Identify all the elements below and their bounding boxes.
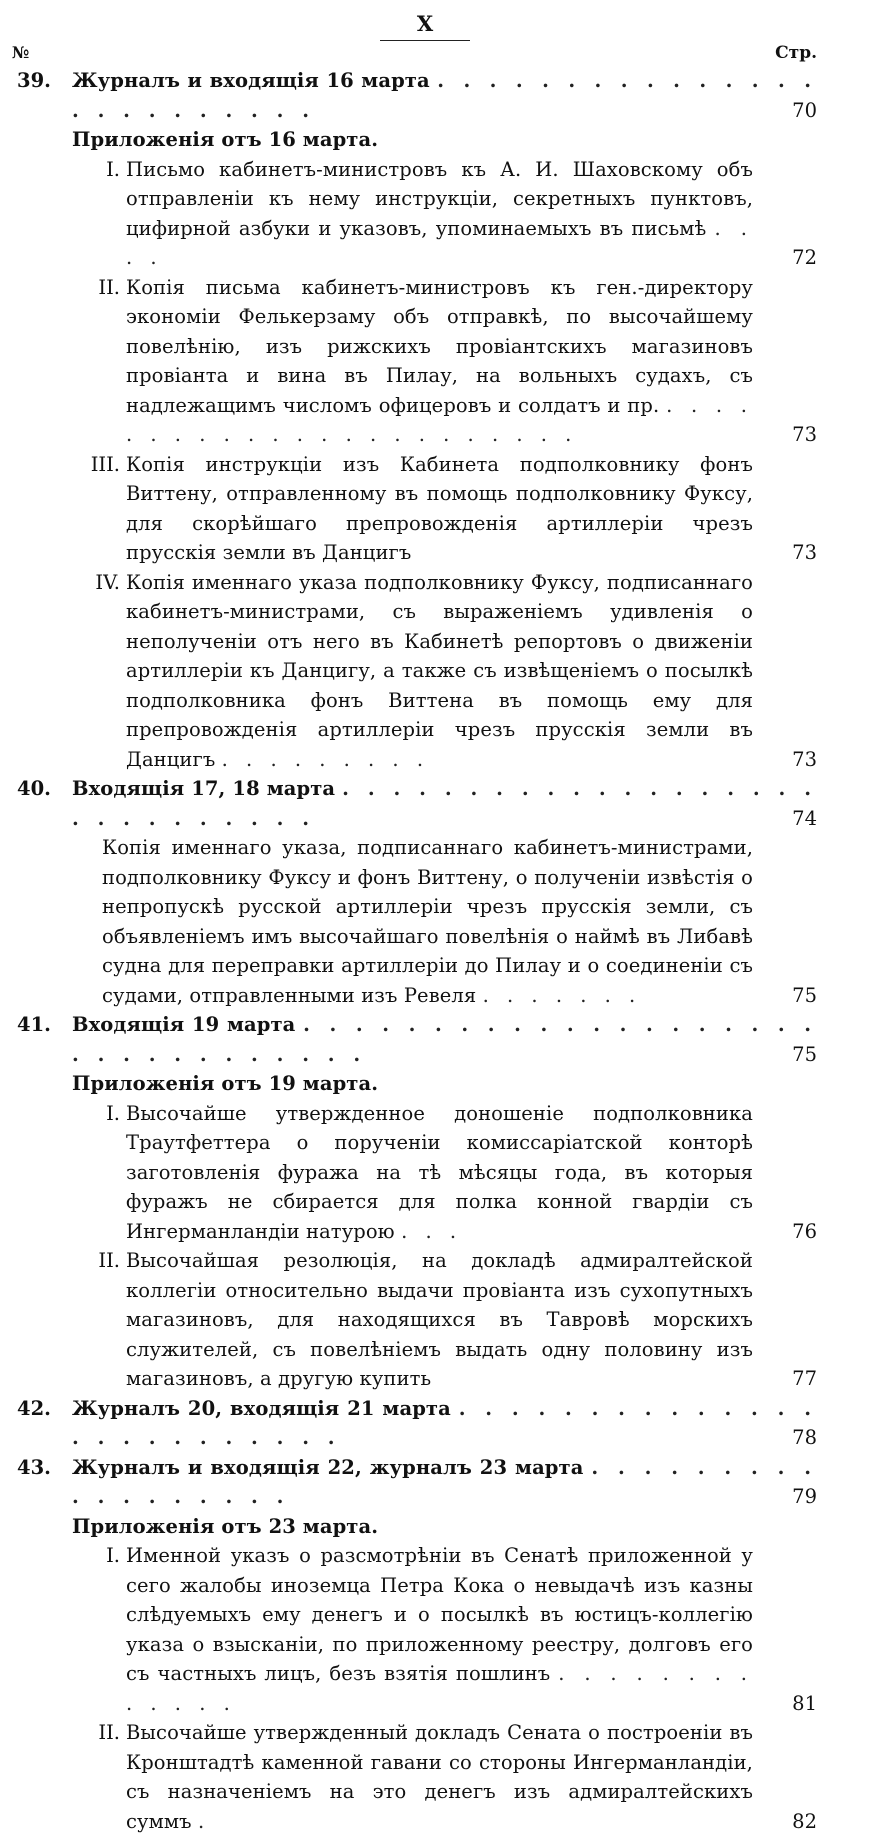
table-of-contents	[0, 66, 883, 1836]
entry-page: 78	[771, 1423, 817, 1453]
toc-entry-41	[0, 1010, 883, 1069]
toc-entry-43	[0, 1453, 883, 1512]
subentry-text: Копія письма кабинетъ-министровъ къ ген.-директору экономіи Фелькерзаму объ отправкѣ, по высочайшему повелѣнію, изъ рижскихъ провіантскихъ магазиновъ провіанта и вина въ Пилау, на вольныхъ судахъ, съ надлежащимъ числомъ офицеровъ и солдатъ и пр.	[126, 276, 753, 417]
toc-subentry	[0, 1246, 883, 1394]
entry-title: Журналъ 20, входящія 21 марта	[72, 1397, 451, 1420]
toc-subentry	[0, 1718, 883, 1836]
entry-number: 42.	[17, 1394, 67, 1424]
header-rule	[380, 40, 470, 41]
leader-dots: . . . . . . .	[483, 984, 642, 1007]
roman-numeral: II.	[64, 1718, 120, 1748]
entry-page: 73	[771, 745, 817, 775]
leader-dots: . . . . . . . . . . . . . . . . . . . . . . . . .	[72, 1397, 817, 1450]
roman-numeral: I.	[64, 1099, 120, 1129]
subentry-text: Высочайше утвержденный докладъ Сената о построеніи въ Кронштадтѣ каменной гавани со стороны Ингерманландіи, съ назначеніемъ на это денегъ изъ адмиралтейскихъ суммъ	[126, 1721, 753, 1833]
roman-numeral: II.	[64, 273, 120, 303]
column-header-page: Стр.	[775, 40, 817, 66]
entry-page: 77	[771, 1364, 817, 1394]
entry-page: 82	[771, 1807, 817, 1836]
leader-dots: . . . . . . . . . . . . . . . . . .	[72, 1456, 817, 1509]
appendix-heading	[0, 1069, 883, 1099]
subentry-text: Копія именнаго указа, подписаннаго кабинетъ-министрами, подполковнику Фуксу и фонъ Виттену, о полученіи извѣстія о непропускѣ русской артиллеріи чрезъ прусскія земли, съ объявленіемъ имъ высочайшаго повелѣнія о наймѣ въ Либавѣ судна для переправки артиллеріи до Пилау и о соединеніи съ судами, отправленными изъ Ревеля	[102, 836, 753, 1007]
leader-dots: . . . . . . . . . . . . . . . . . . . . . . .	[126, 394, 753, 447]
toc-subentry	[0, 450, 883, 568]
subentry-text: Высочайше утвержденное доношеніе подполковника Траутфеттера о порученіи комиссаріатской конторѣ заготовленія фуража на тѣ мѣсяцы года, въ которыя фуражъ не сбирается для полка конной гвардіи съ Ингерманландіи натурою	[126, 1102, 753, 1243]
entry-number: 40.	[17, 774, 67, 804]
leader-dots: . . . .	[126, 217, 753, 270]
entry-page: 74	[771, 804, 817, 834]
entry-title: Журналъ и входящія 22, журналъ 23 марта	[72, 1456, 583, 1479]
entry-page: 79	[771, 1482, 817, 1512]
toc-subentry	[0, 155, 883, 273]
leader-dots: . . . . . . . . .	[222, 748, 429, 771]
leader-dots: . . . . . . . . . . . . . . . . . . . . . . . . . . . . .	[72, 777, 817, 830]
page-number: X	[380, 12, 470, 36]
entry-page: 75	[771, 1040, 817, 1070]
toc-subentry	[0, 568, 883, 775]
toc-subentry	[0, 1541, 883, 1718]
entry-page: 76	[771, 1217, 817, 1247]
entry-page: 72	[771, 243, 817, 273]
subentry-text: Копія инструкціи изъ Кабинета подполковнику фонъ Виттену, отправленному въ помощь подполковнику Фуксу, для скорѣйшаго препровожденія артиллеріи чрезъ прусскія земли въ Данцигъ	[126, 453, 753, 565]
subentry-text: Копія именнаго указа подполковнику Фуксу, подписаннаго кабинетъ-министрами, съ выраженіемъ удивленія о неполученіи отъ него въ Кабинетѣ репортовъ о движеніи артиллеріи къ Данцигу, а также съ извѣщеніемъ о посылкѣ подполковника фонъ Виттена въ помощь ему для препровожденія артиллеріи чрезъ прусскія земли въ Данцигъ	[126, 571, 753, 771]
roman-numeral: III.	[64, 450, 120, 480]
entry-page: 81	[771, 1689, 817, 1719]
entry-page: 75	[771, 981, 817, 1011]
entry-page: 73	[771, 538, 817, 568]
entry-title: Входящія 17, 18 марта	[72, 777, 335, 800]
subentry-text: Высочайшая резолюція, на докладѣ адмиралтейской коллегіи относительно выдачи провіанта изъ сухопутныхъ магазиновъ, для находящихся въ Тавровѣ морскихъ служителей, съ повелѣніемъ выдать одну половину изъ магазиновъ, а другую купить	[126, 1249, 753, 1390]
column-header-number: №	[12, 40, 29, 66]
toc-entry-40	[0, 774, 883, 833]
appendix-title: Приложенія отъ 19 марта.	[72, 1069, 817, 1099]
toc-entry-39	[0, 66, 883, 125]
subentry-text: Письмо кабинетъ-министровъ къ А. И. Шаховскому объ отправленіи къ нему инструкціи, секретныхъ пунктовъ, цифирной азбуки и указовъ, упоминаемыхъ въ письмѣ	[126, 158, 753, 240]
appendix-heading	[0, 125, 883, 155]
toc-entry-42	[0, 1394, 883, 1453]
toc-subentry	[0, 1099, 883, 1247]
entry-title: Журналъ и входящія 16 марта	[72, 69, 430, 92]
roman-numeral: II.	[64, 1246, 120, 1276]
appendix-title: Приложенія отъ 23 марта.	[72, 1512, 817, 1542]
roman-numeral: IV.	[64, 568, 120, 598]
toc-subentry	[0, 273, 883, 450]
entry-page: 70	[771, 96, 817, 126]
entry-page: 73	[771, 420, 817, 450]
roman-numeral: I.	[64, 155, 120, 185]
leader-dots: . . . . . . . . . . . . .	[126, 1662, 753, 1715]
leader-dots: . . . . . . . . . . . . . . . . . . . . . . . . .	[72, 69, 817, 122]
leader-dots: .	[198, 1810, 210, 1833]
appendix-title: Приложенія отъ 16 марта.	[72, 125, 817, 155]
appendix-heading	[0, 1512, 883, 1542]
leader-dots: . . . . . . . . . . . . . . . . . . . . . . . . . . . . . . . .	[72, 1013, 817, 1066]
entry-number: 39.	[17, 66, 67, 96]
roman-numeral: I.	[64, 1541, 120, 1571]
entry-number: 43.	[17, 1453, 67, 1483]
entry-title: Входящія 19 марта	[72, 1013, 295, 1036]
leader-dots: . . .	[401, 1220, 462, 1243]
toc-subentry	[0, 833, 883, 1010]
subentry-text: Именной указъ о разсмотрѣніи въ Сенатѣ приложенной у сего жалобы иноземца Петра Кока о невыдачѣ изъ казны слѣдуемыхъ ему денегъ и о посылкѣ въ юстицъ-коллегію указа о взысканіи, по приложенному реестру, долговъ его съ частныхъ лицъ, безъ взятія пошлинъ	[126, 1544, 753, 1685]
entry-number: 41.	[17, 1010, 67, 1040]
